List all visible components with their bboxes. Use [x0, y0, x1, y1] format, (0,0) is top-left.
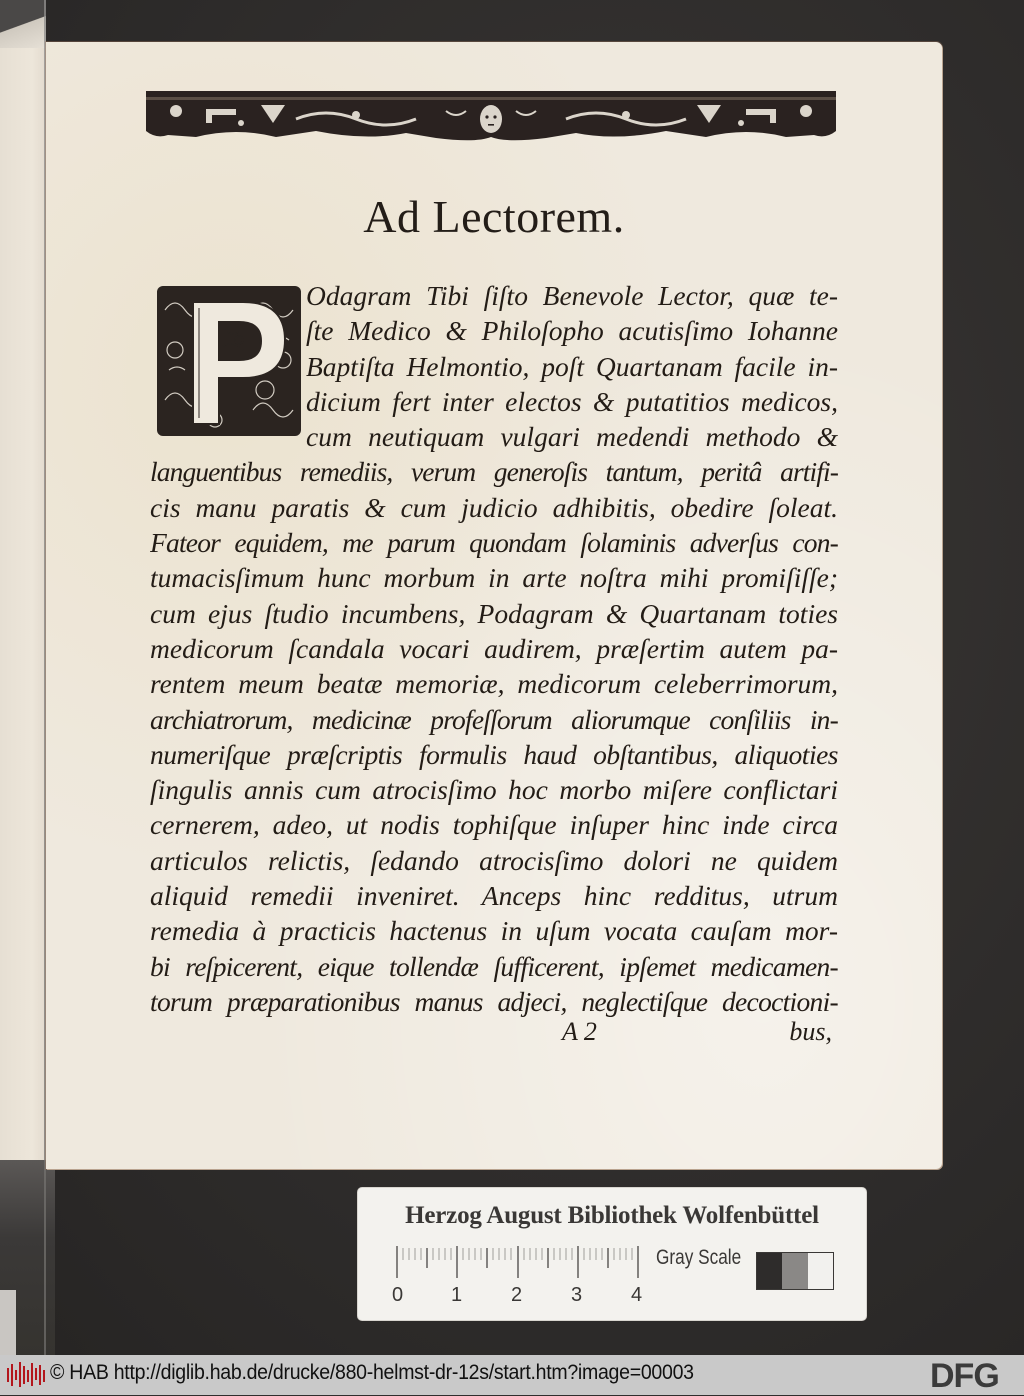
swatch-dark — [757, 1253, 782, 1289]
ruler-tick-3: 3 — [571, 1284, 583, 1306]
ruler-tick-0: 0 — [392, 1284, 404, 1306]
facing-page-edge — [0, 42, 46, 1172]
page-title: Ad Lectorem. — [363, 191, 625, 242]
facing-page-corner — [0, 0, 46, 48]
text-line: cernerem, adeo, ut nodis tophiſque inſuper hinc inde circa — [150, 809, 838, 841]
text-line: aliquid remedii inveniret. Anceps hinc redditus, utrum — [150, 880, 838, 912]
footer-bar — [0, 1355, 1024, 1395]
ornamental-headpiece-icon — [146, 91, 836, 143]
text-line: Fateor equidem, me parum quondam ſolaminis adverſus con- — [150, 527, 838, 559]
text-line: Odagram Tibi ſiſto Benevole Lector, quæ te- — [306, 280, 838, 311]
text-line: bi reſpicerent, eique tollendæ ſufficerent, ipſemet medicamen- — [150, 950, 838, 982]
copyright-url[interactable]: © HAB http://diglib.hab.de/drucke/880-helmst-dr-12s/start.htm?image=00003 — [50, 1361, 694, 1384]
text-line: cum neutiquam vulgari medendi methodo & — [306, 421, 838, 453]
swatch-mid — [782, 1253, 807, 1289]
library-scale-card — [358, 1188, 866, 1320]
institution-name: Herzog August Bibliothek Wolfenbüttel — [405, 1202, 819, 1229]
text-line: remedia à practicis hactenus in uſum vocata cauſam mor- — [150, 915, 838, 947]
text-line: ſte Medico & Philoſopho acutisſimo Iohanne — [306, 315, 838, 347]
book-page — [46, 42, 942, 1169]
hab-logo-icon — [5, 1360, 47, 1388]
text-line: rentem meum beatæ memoriæ, medicorum celeberrimorum, — [150, 668, 838, 700]
text-line: archiatrorum, medicinæ profeſſorum aliorumque conſiliis in- — [150, 703, 838, 735]
text-line: torum præparationibus manus adjeci, neglectiſque decoctioni- — [150, 985, 838, 1017]
catchword: bus, — [789, 1017, 832, 1046]
text-line: Baptiſta Helmontio, poſt Quartanam facile in- — [306, 350, 838, 382]
text-line: ſingulis annis cum atrocisſimo hoc morbo miſere conflictari — [150, 774, 838, 806]
text-line: tumacisſimum hunc morbum in arte noſtra mihi promiſiſſe; — [150, 562, 838, 594]
page-footer-row — [150, 1017, 838, 1053]
signature-mark: A 2 — [562, 1017, 597, 1046]
gray-scale-swatches — [756, 1252, 834, 1290]
text-line: articulos relictis, ſedando atrocisſimo dolori ne quidem — [150, 844, 838, 876]
body-text — [150, 278, 838, 1019]
ruler-tick-4: 4 — [631, 1284, 643, 1306]
text-line: numeriſque præſcriptis formulis haud obſtantibus, aliquoties — [150, 738, 838, 770]
swatch-light — [808, 1253, 833, 1289]
dfg-logo: DFG — [930, 1357, 999, 1395]
text-line: dicium fert inter electos & putatitios medicos, — [306, 385, 838, 417]
ruler-tick-1: 1 — [451, 1284, 463, 1306]
text-line: cum ejus ſtudio incumbens, Podagram & Quartanam toties — [150, 597, 838, 629]
binding-slip — [0, 1290, 16, 1355]
ruler-tick-2: 2 — [511, 1284, 523, 1306]
ruler-labels — [392, 1284, 652, 1308]
text-line: medicorum ſcandala vocari audirem, præſertim autem pa- — [150, 632, 838, 664]
text-line: cis manu paratis & cum judicio adhibitis, obedire ſoleat. — [150, 491, 838, 523]
gray-scale-label: Gray Scale — [656, 1246, 742, 1269]
binding-edge — [0, 1160, 55, 1355]
text-line: languentibus remediis, verum generoſis tantum, peritâ artifi- — [150, 456, 838, 488]
